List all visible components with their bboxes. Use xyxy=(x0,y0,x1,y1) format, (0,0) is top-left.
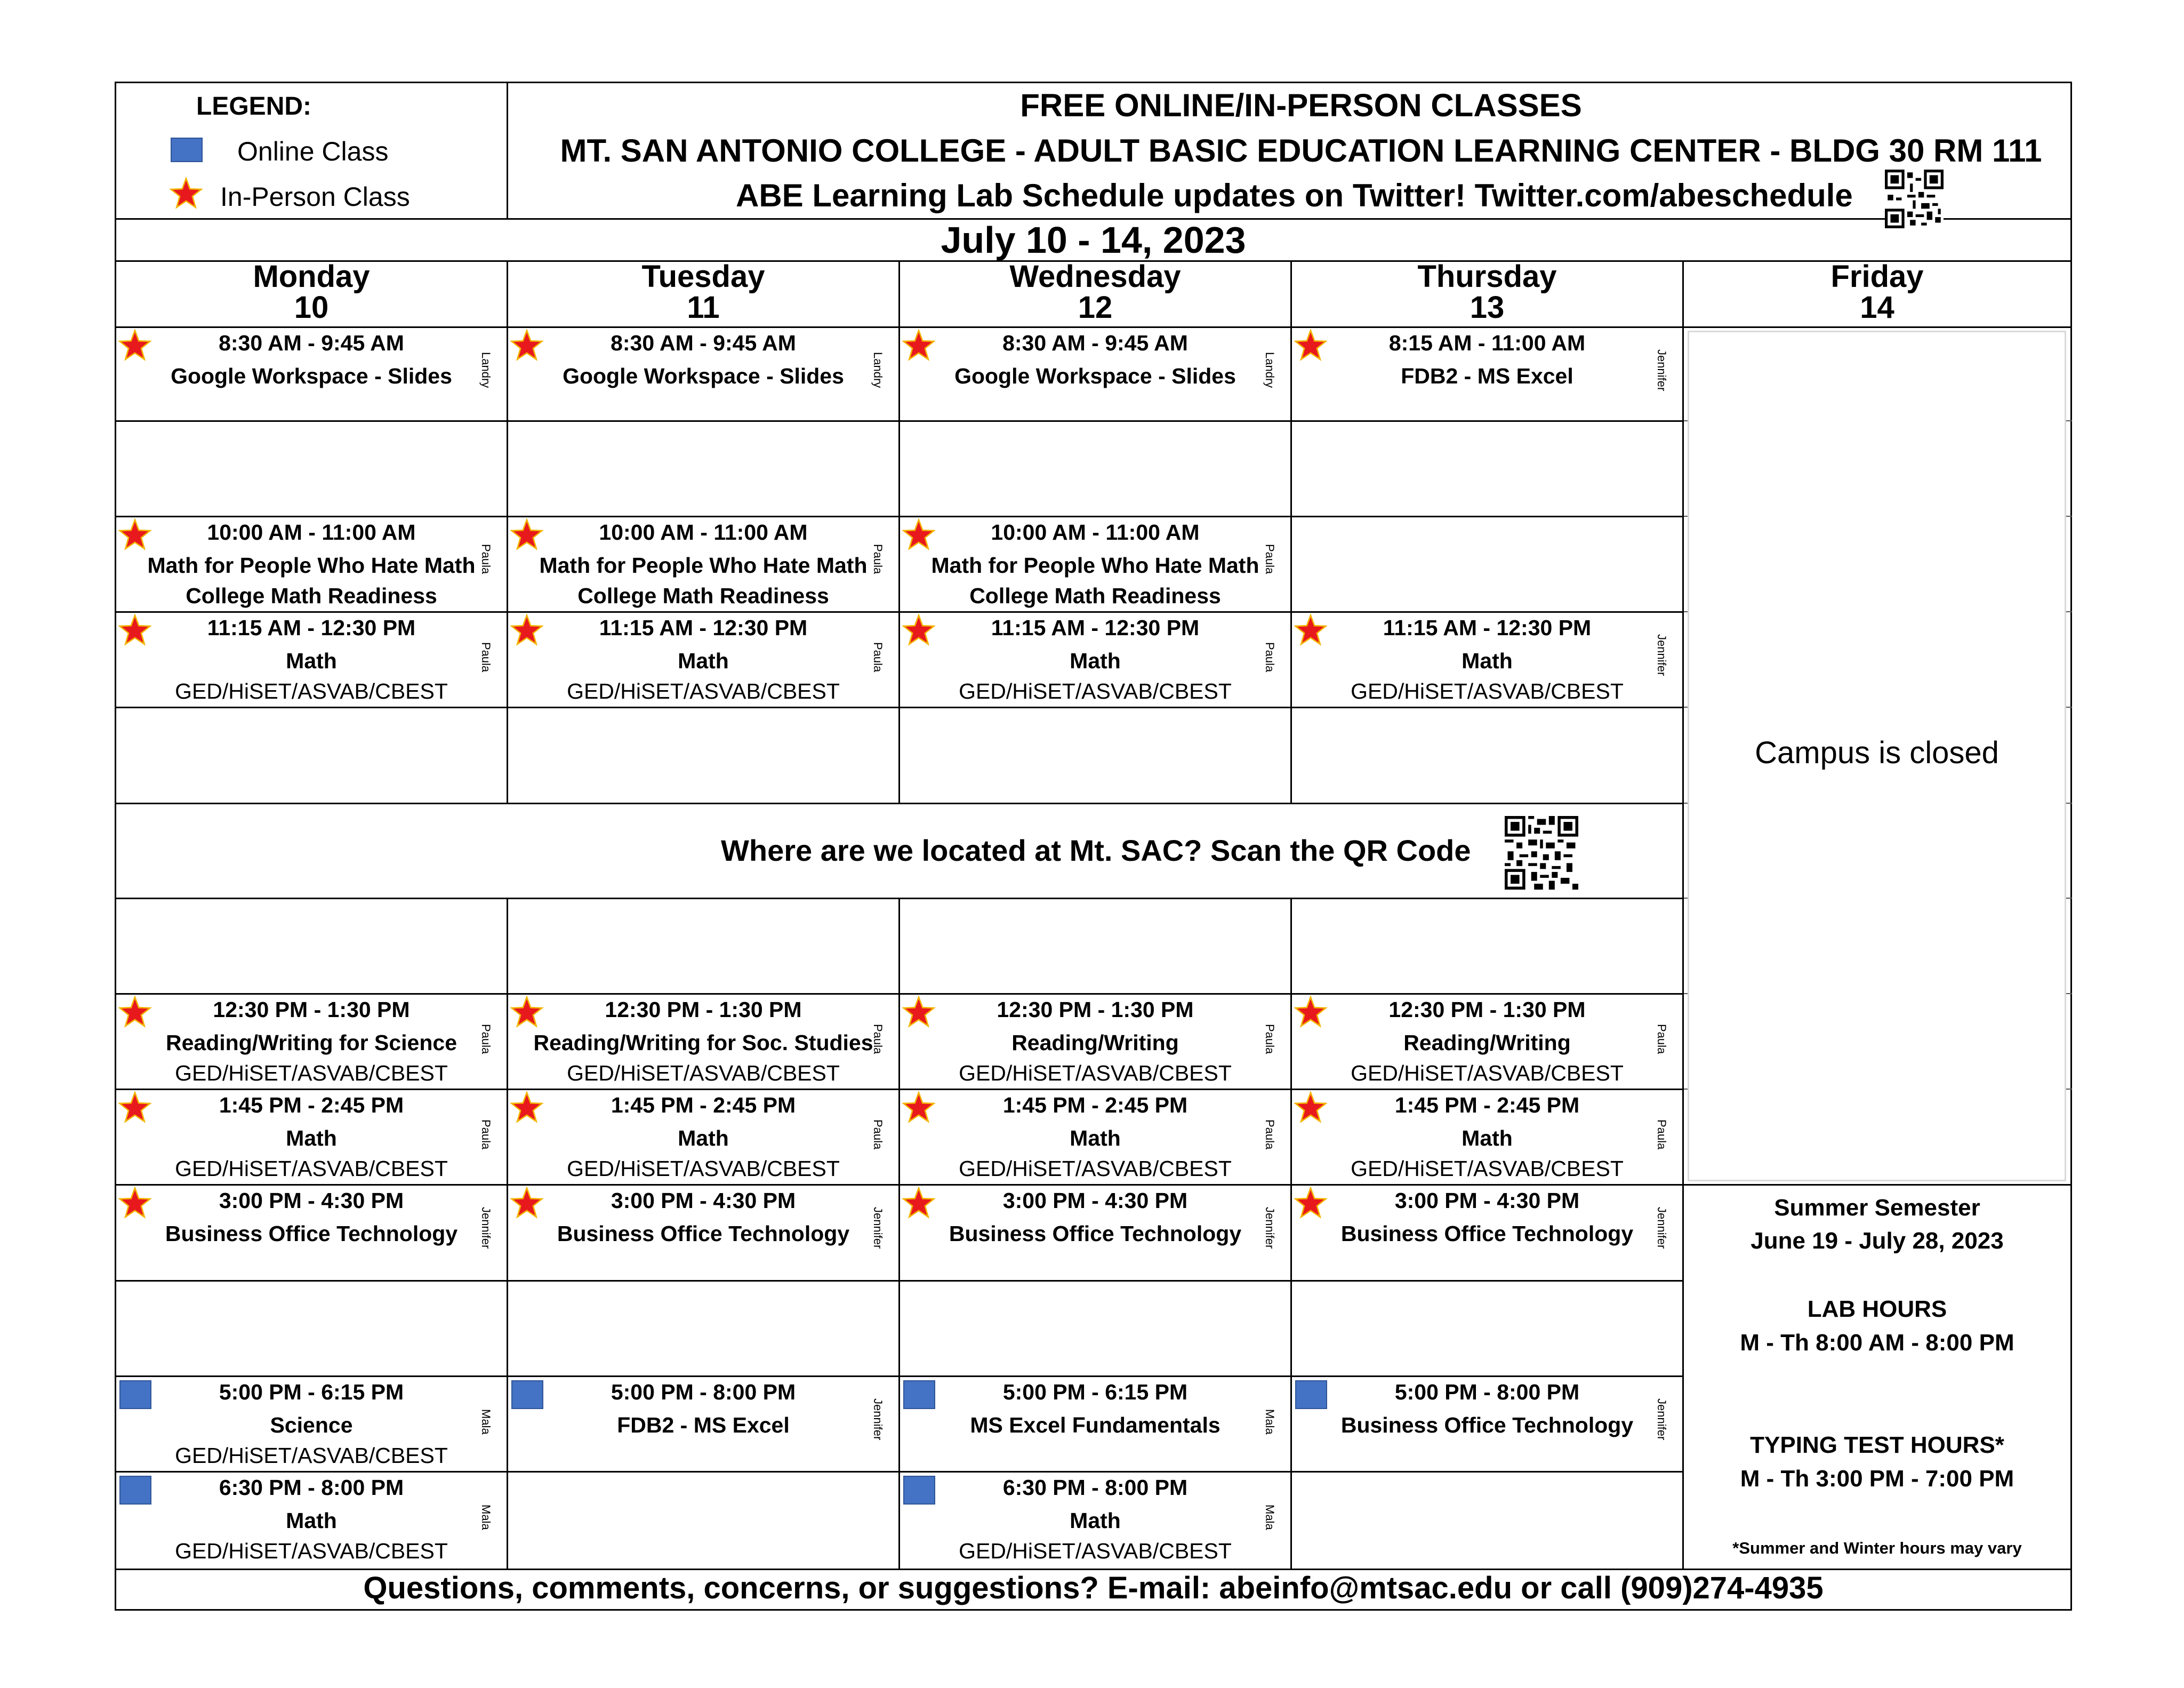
class-title: Math xyxy=(678,649,729,673)
row-line-1 xyxy=(115,420,1684,422)
class-subtitle: College Math Readiness xyxy=(186,583,437,608)
legend-title: LEGEND: xyxy=(196,92,311,121)
instructor-name: Mala xyxy=(1263,1409,1276,1435)
class-cell[interactable] xyxy=(508,1090,898,1184)
day-header-wednesday: Wednesday 12 xyxy=(1009,259,1181,325)
hours-note: *Summer and Winter hours may vary xyxy=(1732,1539,2022,1557)
class-cell[interactable] xyxy=(1292,1377,1682,1471)
instructor-name: Jennifer xyxy=(479,1207,493,1249)
class-title: FDB2 - MS Excel xyxy=(1401,364,1573,388)
class-time: 11:15 AM - 12:30 PM xyxy=(599,615,808,640)
class-title: Math for People Who Hate Math xyxy=(539,553,868,578)
class-title: Math xyxy=(1462,649,1513,673)
class-cell[interactable] xyxy=(116,328,507,420)
class-cell[interactable] xyxy=(116,1377,507,1471)
class-title: Google Workspace - Slides xyxy=(954,364,1236,388)
header-line-2: MT. SAN ANTONIO COLLEGE - ADULT BASIC EDUCATION LEARNING CENTER - BLDG 30 RM 111 xyxy=(560,133,2042,169)
class-cell[interactable] xyxy=(508,995,898,1089)
class-time: 12:30 PM - 1:30 PM xyxy=(605,997,802,1022)
class-time: 12:30 PM - 1:30 PM xyxy=(997,997,1194,1022)
class-cell[interactable] xyxy=(1292,328,1682,420)
location-qr-icon[interactable] xyxy=(1501,816,1582,890)
class-subtitle: GED/HiSET/ASVAB/CBEST xyxy=(1351,1061,1624,1085)
class-cell[interactable] xyxy=(900,1090,1290,1184)
class-title: Math xyxy=(286,1126,337,1150)
class-title: Business Office Technology xyxy=(1340,1221,1634,1246)
footer-contact: Questions, comments, concerns, or suggestions? E-mail: abeinfo@mtsac.edu or call (909)274-4935 xyxy=(363,1571,1824,1605)
class-subtitle: GED/HiSET/ASVAB/CBEST xyxy=(175,1443,448,1468)
header-line-1: FREE ONLINE/IN-PERSON CLASSES xyxy=(1020,87,1582,123)
day-header-tuesday: Tuesday 11 xyxy=(641,259,765,325)
instructor-name: Jennifer xyxy=(1655,1398,1668,1441)
instructor-name: Paula xyxy=(479,1119,493,1150)
class-cell[interactable] xyxy=(900,1377,1290,1471)
instructor-name: Paula xyxy=(1263,1119,1276,1150)
instructor-name: Jennifer xyxy=(871,1207,885,1249)
class-title: Business Office Technology xyxy=(557,1221,850,1246)
class-cell[interactable] xyxy=(900,517,1290,611)
class-cell[interactable] xyxy=(1292,1090,1682,1184)
class-title: Business Office Technology xyxy=(165,1221,458,1246)
class-title: Reading/Writing for Soc. Studies xyxy=(533,1030,873,1055)
instructor-name: Paula xyxy=(479,544,493,574)
class-time: 5:00 PM - 6:15 PM xyxy=(1002,1380,1188,1404)
class-title: Math xyxy=(1462,1126,1513,1150)
class-cell[interactable] xyxy=(900,613,1290,707)
frame-top xyxy=(115,82,2072,83)
instructor-name: Paula xyxy=(871,642,885,673)
class-title: MS Excel Fundamentals xyxy=(970,1413,1221,1437)
instructor-name: Mala xyxy=(479,1409,493,1435)
class-subtitle: GED/HiSET/ASVAB/CBEST xyxy=(567,679,840,703)
class-subtitle: GED/HiSET/ASVAB/CBEST xyxy=(175,679,448,703)
class-title: Business Office Technology xyxy=(1340,1413,1634,1437)
instructor-name: Paula xyxy=(479,1024,493,1054)
semester-title: Summer Semester xyxy=(1774,1195,1980,1221)
class-subtitle: GED/HiSET/ASVAB/CBEST xyxy=(175,1539,448,1563)
class-time: 10:00 AM - 11:00 AM xyxy=(599,520,808,545)
class-time: 8:30 AM - 9:45 AM xyxy=(611,331,796,355)
class-cell[interactable] xyxy=(1292,1186,1682,1279)
class-time: 5:00 PM - 6:15 PM xyxy=(219,1380,404,1404)
class-cell[interactable] xyxy=(900,328,1290,420)
class-title: Math xyxy=(1070,1126,1121,1150)
class-time: 6:30 PM - 8:00 PM xyxy=(1002,1475,1188,1500)
class-time: 3:00 PM - 4:30 PM xyxy=(219,1188,404,1213)
campus-closed-text: Campus is closed xyxy=(1755,735,1999,770)
class-time: 12:30 PM - 1:30 PM xyxy=(213,997,410,1022)
class-time: 12:30 PM - 1:30 PM xyxy=(1388,997,1586,1022)
class-cell[interactable] xyxy=(508,328,898,420)
instructor-name: Jennifer xyxy=(1655,1207,1668,1249)
day-header-thursday: Thursday 13 xyxy=(1417,259,1557,325)
day-header-friday: Friday 14 xyxy=(1830,259,1924,325)
class-cell[interactable] xyxy=(508,1186,898,1279)
instructor-name: Paula xyxy=(1263,1024,1276,1054)
instructor-name: Paula xyxy=(1655,1024,1668,1054)
legend-inperson-label: In-Person Class xyxy=(220,182,410,212)
class-time: 1:45 PM - 2:45 PM xyxy=(219,1093,404,1117)
class-time: 11:15 AM - 12:30 PM xyxy=(991,615,1200,640)
class-title: Science xyxy=(270,1413,353,1437)
class-subtitle: College Math Readiness xyxy=(969,583,1221,608)
class-time: 5:00 PM - 8:00 PM xyxy=(611,1380,796,1404)
class-subtitle: GED/HiSET/ASVAB/CBEST xyxy=(567,1156,840,1181)
instructor-name: Paula xyxy=(871,1119,885,1150)
instructor-name: Mala xyxy=(1263,1505,1276,1530)
instructor-name: Paula xyxy=(1263,544,1276,574)
class-time: 3:00 PM - 4:30 PM xyxy=(1394,1188,1580,1213)
week-title: July 10 - 14, 2023 xyxy=(941,219,1246,261)
class-subtitle: GED/HiSET/ASVAB/CBEST xyxy=(959,1156,1232,1181)
instructor-name: Landry xyxy=(1263,352,1276,388)
class-time: 1:45 PM - 2:45 PM xyxy=(1394,1093,1580,1117)
typing-test-title: TYPING TEST HOURS* xyxy=(1750,1432,2004,1458)
class-title: Math xyxy=(678,1126,729,1150)
class-cell[interactable] xyxy=(116,1186,507,1279)
class-cell[interactable] xyxy=(508,1377,898,1471)
class-time: 10:00 AM - 11:00 AM xyxy=(991,520,1200,545)
class-time: 3:00 PM - 4:30 PM xyxy=(611,1188,796,1213)
class-title: Reading/Writing for Science xyxy=(166,1030,457,1055)
lab-hours-value: M - Th 8:00 AM - 8:00 PM xyxy=(1740,1330,2014,1356)
row-line-10 xyxy=(115,1280,1684,1282)
class-title: FDB2 - MS Excel xyxy=(617,1413,790,1437)
class-time: 8:30 AM - 9:45 AM xyxy=(219,331,404,355)
class-title: Math for People Who Hate Math xyxy=(147,553,476,578)
instructor-name: Paula xyxy=(1263,642,1276,673)
semester-dates: June 19 - July 28, 2023 xyxy=(1751,1228,2004,1254)
instructor-name: Paula xyxy=(871,1024,885,1054)
class-title: Math xyxy=(286,1508,337,1533)
class-cell[interactable] xyxy=(116,995,507,1089)
class-time: 1:45 PM - 2:45 PM xyxy=(1002,1093,1188,1117)
typing-test-hours: M - Th 3:00 PM - 7:00 PM xyxy=(1740,1466,2014,1492)
instructor-name: Jennifer xyxy=(1655,349,1668,391)
campus-closed-box xyxy=(1688,331,2066,1181)
class-cell[interactable] xyxy=(116,1090,507,1184)
class-subtitle: GED/HiSET/ASVAB/CBEST xyxy=(1351,679,1624,703)
col-line-4 xyxy=(1682,260,1684,1570)
instructor-name: Paula xyxy=(479,642,493,673)
class-subtitle: GED/HiSET/ASVAB/CBEST xyxy=(959,679,1232,703)
frame-right xyxy=(2070,82,2072,1611)
frame-bottom xyxy=(115,1609,2072,1611)
instructor-name: Paula xyxy=(871,544,885,574)
class-time: 8:15 AM - 11:00 AM xyxy=(1388,331,1586,355)
location-text: Where are we located at Mt. SAC? Scan the QR Code xyxy=(721,834,1471,867)
header-line-3: ABE Learning Lab Schedule updates on Twitter! Twitter.com/abeschedule xyxy=(736,178,1853,213)
row-line-6 xyxy=(115,898,1684,899)
class-subtitle: GED/HiSET/ASVAB/CBEST xyxy=(959,1061,1232,1085)
class-title: Reading/Writing xyxy=(1011,1030,1179,1055)
class-cell[interactable] xyxy=(900,995,1290,1089)
class-time: 5:00 PM - 8:00 PM xyxy=(1394,1380,1580,1404)
class-cell[interactable] xyxy=(508,517,898,611)
class-time: 6:30 PM - 8:00 PM xyxy=(219,1475,404,1500)
class-subtitle: GED/HiSET/ASVAB/CBEST xyxy=(567,1061,840,1085)
class-subtitle: College Math Readiness xyxy=(577,583,829,608)
class-title: Google Workspace - Slides xyxy=(563,364,844,388)
lab-hours-title: LAB HOURS xyxy=(1807,1296,1947,1322)
class-time: 3:00 PM - 4:30 PM xyxy=(1002,1188,1188,1213)
class-cell[interactable] xyxy=(900,1186,1290,1279)
class-title: Reading/Writing xyxy=(1403,1030,1571,1055)
class-cell[interactable] xyxy=(116,1473,507,1569)
class-cell[interactable] xyxy=(116,613,507,707)
class-title: Math xyxy=(286,649,337,673)
class-title: Math xyxy=(1070,649,1121,673)
class-title: Business Office Technology xyxy=(949,1221,1242,1246)
class-cell[interactable] xyxy=(1292,995,1682,1089)
instructor-name: Jennifer xyxy=(1263,1207,1276,1249)
day-header-monday: Monday 10 xyxy=(253,259,370,325)
class-cell[interactable] xyxy=(900,1473,1290,1569)
class-title: Math for People Who Hate Math xyxy=(931,553,1259,578)
class-subtitle: GED/HiSET/ASVAB/CBEST xyxy=(175,1156,448,1181)
instructor-name: Jennifer xyxy=(1655,634,1668,676)
class-cell[interactable] xyxy=(116,517,507,611)
class-subtitle: GED/HiSET/ASVAB/CBEST xyxy=(1351,1156,1624,1181)
class-title: Math xyxy=(1070,1508,1121,1533)
class-time: 1:45 PM - 2:45 PM xyxy=(611,1093,796,1117)
instructor-name: Paula xyxy=(1655,1119,1668,1150)
instructor-name: Jennifer xyxy=(871,1398,885,1441)
legend-star-icon xyxy=(170,177,203,210)
legend-online-icon xyxy=(171,138,203,162)
class-time: 11:15 AM - 12:30 PM xyxy=(207,615,416,640)
instructor-name: Mala xyxy=(479,1505,493,1530)
class-time: 11:15 AM - 12:30 PM xyxy=(1383,615,1592,640)
legend-online-label: Online Class xyxy=(237,137,389,166)
class-cell[interactable] xyxy=(1292,613,1682,707)
instructor-name: Landry xyxy=(479,352,493,388)
class-subtitle: GED/HiSET/ASVAB/CBEST xyxy=(175,1061,448,1085)
row-line-4 xyxy=(115,707,1684,708)
instructor-name: Landry xyxy=(871,352,885,388)
class-cell[interactable] xyxy=(508,613,898,707)
class-subtitle: GED/HiSET/ASVAB/CBEST xyxy=(959,1539,1232,1563)
class-time: 10:00 AM - 11:00 AM xyxy=(207,520,416,545)
class-title: Google Workspace - Slides xyxy=(171,364,452,388)
class-time: 8:30 AM - 9:45 AM xyxy=(1002,331,1188,355)
